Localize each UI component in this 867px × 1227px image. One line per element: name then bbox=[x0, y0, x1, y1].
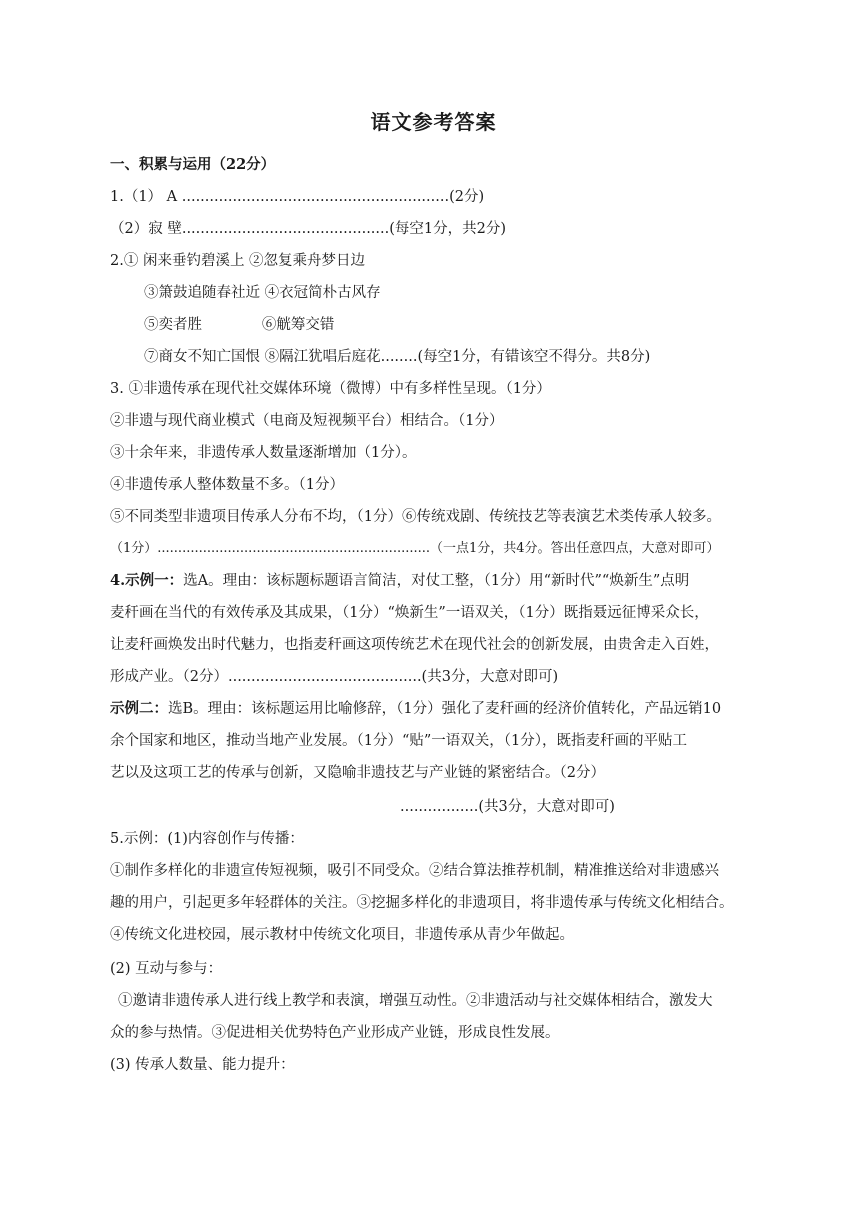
q4-example-2-label: 示例二： bbox=[110, 700, 168, 717]
q3-line-3: ③十余年来，非遗传承人数量逐渐增加（1分）。 bbox=[110, 445, 417, 461]
q4-example-1-line-3: 让麦秆画焕发出时代魅力，也指麦秆画这项传统艺术在现代社会的创新发展，由贵舍走入百姓， bbox=[110, 637, 719, 653]
q2-line-3: ⑤奕者胜 ⑥觥筹交错 bbox=[144, 317, 335, 333]
section-heading: 一、积累与运用（22分） bbox=[110, 156, 276, 173]
q2-line-4: ⑦商女不知亡国恨 ⑧隔江犹唱后庭花........(每空1分，有错该空不得分。共8分) bbox=[144, 349, 651, 365]
q5-line-2: ①制作多样化的非遗宣传短视频，吸引不同受众。②结合算法推荐机制，精准推送给对非遗感兴 bbox=[110, 863, 719, 879]
page-title: 语文参考答案 bbox=[370, 110, 497, 134]
q4-example-1-text: 选A。理由：该标题标题语言简洁，对仗工整，（1分）用“新时代”“焕新生”点明 bbox=[183, 573, 690, 589]
q3-line-5: ⑤不同类型非遗项目传承人分布不均，（1分）⑥传统戏剧、传统技艺等表演艺术类传承人较多。 bbox=[110, 509, 721, 525]
q5-line-4: ④传统文化进校园，展示教材中传统文化项目，非遗传承从青少年做起。 bbox=[110, 927, 574, 943]
q4-example-1-label: 4.示例一： bbox=[110, 572, 184, 589]
q2-line-2: ③箫鼓追随春社近 ④衣冠简朴古风存 bbox=[144, 285, 381, 301]
q5-line-6: ①邀请非遗传承人进行线上教学和表演，增强互动性。②非遗活动与社交媒体相结合，激发大 bbox=[118, 993, 713, 1009]
q1-line-1: 1.（1） A ..........................................................(2分) bbox=[110, 189, 485, 205]
q5-line-3: 趣的用户，引起更多年轻群体的关注。③挖掘多样化的非遗项目，将非遗传承与传统文化相结合。 bbox=[110, 895, 734, 911]
q4-example-2-line-2: 余个国家和地区，推动当地产业发展。（1分）“贴”一语双关，（1分），既指麦秆画的平贴工 bbox=[110, 733, 688, 749]
q5-line-7: 众的参与热情。③促进相关优势特色产业形成产业链，形成良性发展。 bbox=[110, 1025, 560, 1041]
q5-line-5: (2) 互动与参与： bbox=[110, 961, 223, 977]
q4-example-2-line-4: .................(共3分，大意对即可) bbox=[400, 799, 615, 815]
q4-example-1-line-2: 麦秆画在当代的有效传承及其成果，（1分）“焕新生”一语双关，（1分）既指聂远征博采众长， bbox=[110, 605, 709, 621]
q3-line-6: （1分）..................................................................（一点1分，共4分。答出任意四点，大意对即可） bbox=[110, 541, 720, 556]
q3-line-1: 3. ①非遗传承在现代社交媒体环境（微博）中有多样性呈现。（1分） bbox=[110, 381, 551, 397]
q4-example-2-text: 选B。理由：该标题运用比喻修辞，（1分）强化了麦秆画的经济价值转化，产品远销10 bbox=[168, 701, 722, 717]
q2-line-1: 2.① 闲来垂钓碧溪上 ②忽复乘舟梦日边 bbox=[110, 253, 366, 269]
q3-line-4: ④非遗传承人整体数量不多。（1分） bbox=[110, 477, 344, 493]
q4-example-2-line-1 bbox=[110, 699, 721, 719]
q4-example-1-line-4: 形成产业。（2分）..........................................(共3分，大意对即可) bbox=[110, 669, 559, 685]
q5-line-1: 5.示例：(1)内容创作与传播： bbox=[110, 831, 304, 847]
q3-line-2: ②非遗与现代商业模式（电商及短视频平台）相结合。（1分） bbox=[110, 413, 504, 429]
q5-line-8: (3) 传承人数量、能力提升： bbox=[110, 1057, 295, 1073]
q1-line-2: （2）寂 壁.............................................(每空1分，共2分) bbox=[110, 221, 507, 237]
q4-example-1-line-1 bbox=[110, 571, 689, 591]
q4-example-2-line-3: 艺以及这项工艺的传承与创新，又隐喻非遗技艺与产业链的紧密结合。（2分） bbox=[110, 765, 605, 781]
